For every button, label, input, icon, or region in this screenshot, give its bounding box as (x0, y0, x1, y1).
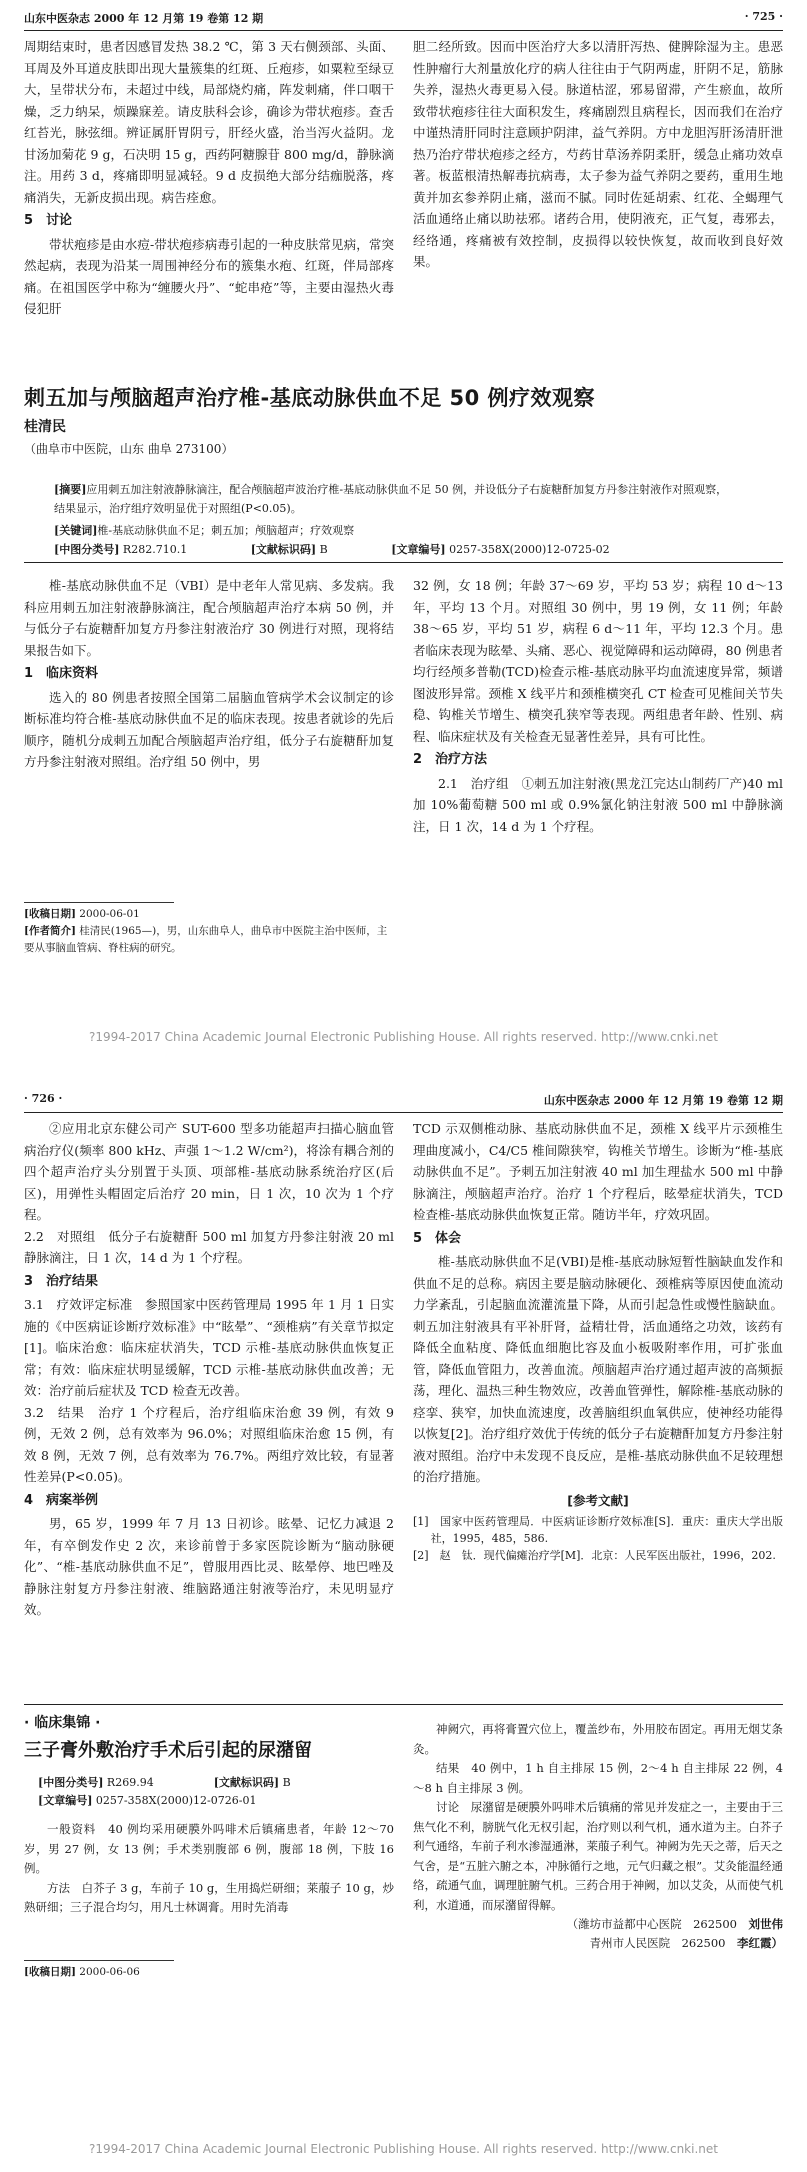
section-divider (24, 1704, 783, 1705)
section-heading: 5 体会 (413, 1230, 462, 1246)
cnki-watermark: ?1994-2017 China Academic Journal Electronic Publishing House. All rights reserved. http://www.cnki.net (89, 2142, 718, 2156)
short-article-right-column (413, 1720, 783, 1953)
section-heading: 3 治疗结果 (24, 1273, 99, 1289)
article-number-value: 0257-358X(2000)12-0725-02 (449, 543, 610, 556)
section-heading: 1 临床资料 (24, 666, 99, 681)
section-heading: 2 治疗方法 (413, 752, 488, 767)
article-number-label: [文章编号] (391, 543, 446, 556)
article-right-column (413, 1118, 783, 1564)
footnote-rule (24, 1960, 174, 1961)
author: 桂清民 (24, 419, 66, 435)
keywords-text: 椎-基底动脉供血不足；刺五加；颅脑超声；疗效观察 (97, 524, 355, 537)
article-number-value: 0257-358X(2000)12-0726-01 (95, 1794, 257, 1807)
short-article-title: 三子膏外敷治疗手术后引起的尿潴留 (24, 1740, 312, 1761)
paragraph: 讨论 尿潴留是硬膜外吗啡术后镇痛的常见并发症之一，主要由于三焦气化不利，膀胱气化无权引起，治疗则以利气机，通水道为主。白芥子利气通络，车前子利水渗湿通淋，莱菔子利气。神阙为先天之蒂，后天之气舍，是“五脏六腑之本，冲脉循行之地，元气归藏之根”。艾灸能温经通络，疏通气血，调理脏腑气机。三药合用于神阙，加以艾灸，从而使气机利，水道通，而尿潴留得解。 (413, 1800, 783, 1912)
clc-label: [中图分类号] (54, 543, 120, 556)
clc-value: R269.94 (106, 1776, 154, 1789)
paragraph: TCD 示双侧椎动脉、基底动脉供血不足，颈椎 X 线平片示颈椎生理曲度减小，C4/C5 椎间隙狭窄，钩椎关节增生。诊断为“椎-基底动脉供血不足”。予刺五加注射液 40 ml 加生理盐水 500 ml 中静脉滴注，颅脑超声治疗。治疗 1 个疗程后，眩晕症状消失，TCD 检查椎-基底动脉供血恢复正常。随访半年，疗效巩固。 (413, 1121, 783, 1222)
doc-code-value: B (319, 543, 328, 556)
abstract-text: 应用刺五加注射液静脉滴注，配合颅脑超声波治疗椎-基底动脉供血不足 50 例，并设低分子右旋糖酐加复方丹参注射液作对照观察，结果显示，治疗组疗效明显优于对照组(P<0.05)。 (54, 483, 728, 515)
doc-code-value: B (282, 1776, 291, 1789)
article-left-column (24, 1118, 394, 1621)
author-org: 青州市人民医院 262500 (589, 1936, 726, 1950)
short-classification (38, 1774, 388, 1810)
abstract (54, 480, 737, 518)
paragraph: 椎-基底动脉供血不足（VBI）是中老年人常见病、多发病。我科应用刺五加注射液静脉滴注，配合颅脑超声治疗本病 50 例，并与低分子右旋糖酐加复方丹参注射液治疗 30 例进行对照，现将结果报告如下。 (24, 578, 394, 658)
article-number-label: [文章编号] (38, 1794, 93, 1807)
paragraph: 方法 白芥子 3 g，车前子 10 g，生用捣烂研细；莱菔子 10 g，炒熟研细；三子混合均匀，用凡士林调膏。用时先消毒 (24, 1880, 394, 1914)
section-heading: 5 讨论 (24, 213, 73, 228)
received-label: [收稿日期] (24, 1966, 76, 1978)
reference-item: [2] 赵 钛．现代偏瘫治疗学[M]．北京：人民军医出版社，1996，202. (413, 1548, 776, 1562)
abstract-label: [摘要] (54, 483, 87, 496)
author-org: （潍坊市益都中心医院 262500 (566, 1917, 737, 1931)
journal-header: 山东中医杂志 2000 年 12 月第 19 卷第 12 期 (543, 1094, 783, 1107)
paragraph: 3.1 疗效评定标准 参照国家中医药管理局 1995 年 1 月 1 日实施的《中医病证诊断疗效标准》中“眩晕”、“颈椎病”有关章节拟定[1]。临床治愈：临床症状消失，TCD 示椎-基底动脉供血恢复正常；有效：临床症状明显缓解，TCD 示椎-基底动脉供血改善；无效：治疗前后症状及 TCD 检查无改善。 (24, 1297, 394, 1398)
paragraph: 结果 40 例中，1 h 自主排尿 15 例，2～4 h 自主排尿 22 例，4～8 h 自主排尿 3 例。 (413, 1761, 783, 1795)
references (413, 1492, 783, 1564)
page-726 (0, 1080, 807, 2172)
paragraph: 3.2 结果 治疗 1 个疗程后，治疗组临床治愈 39 例，有效 9 例，无效 2 例，总有效率为 96.0%；对照组临床治愈 15 例，有效 8 例，无效 7 例，总有效率为 76.7%。两组疗效比较，有显著性差异(P<0.05)。 (24, 1404, 394, 1484)
doc-code-label: [文献标识码] (250, 543, 317, 556)
page-number: · 726 · (24, 1092, 63, 1105)
paragraph: ②应用北京东健公司产 SUT-600 型多功能超声扫描心脑血管病治疗仪(频率 800 kHz、声强 1～1.2 W/cm²)，将涂有耦合剂的四个超声治疗头分别置于头顶、项部椎-基底动脉系统治疗区(后区)，用弹性头帽固定后治疗 20 min，日 1 次，10 次为 1 个疗程。 (24, 1121, 394, 1222)
section-heading: 4 病案举例 (24, 1492, 99, 1508)
page-number: · 725 · (744, 10, 783, 23)
paragraph: 32 例，女 18 例；年龄 37～69 岁，平均 53 岁；病程 10 d～13 年，平均 13 个月。对照组 30 例中，男 19 例，女 11 例；年龄 38～65 岁，平均 51 岁，病程 6 d～11 年，平均 12.3 个月。患者临床表现为眩晕、头痛、恶心、视觉障碍和运动障碍，80 例患者均行经颅多普勒(TCD)检查示椎-基底动脉平均血流速度异常，频谱图波形异常。颈椎 X 线平片和颈椎横突孔 CT 检查可见椎间关节失稳、钩椎关节增生、横突孔狭窄等表现。两组患者年龄、性别、病程、临床症状及有关检查无显著性差异，具有可比性。 (413, 578, 783, 744)
cnki-watermark: ?1994-2017 China Academic Journal Electronic Publishing House. All rights reserved. http://www.cnki.net (89, 1030, 718, 1044)
column-label: · 临床集锦 · (24, 1715, 101, 1731)
affiliation: （曲阜市中医院，山东 曲阜 273100） (24, 442, 234, 456)
author-name: 刘世伟 (748, 1917, 783, 1931)
paragraph: 2.2 对照组 低分子右旋糖酐 500 ml 加复方丹参注射液 20 ml 静脉滴注，日 1 次，14 d 为 1 个疗程。 (24, 1228, 394, 1265)
author-name: 李红霞） (737, 1936, 783, 1950)
abstract-rule (24, 562, 783, 563)
header-rule (24, 1112, 783, 1113)
doc-code-label: [文献标识码] (213, 1776, 280, 1789)
footnote (24, 1964, 394, 1981)
article-right-column (413, 575, 783, 837)
keywords (54, 521, 737, 540)
received-date: 2000-06-06 (79, 1966, 140, 1978)
prev-article-right-column (413, 36, 783, 273)
keywords-label: [关键词] (54, 524, 98, 537)
running-header (24, 10, 783, 32)
paragraph: 带状疱疹是由水痘-带状疱疹病毒引起的一种皮肤常见病，常突然起病，表现为沿某一周围神经分布的簇集水疱、红斑，伴局部疼痛。在祖国医学中称为“缠腰火丹”、“蛇串疮”等，主要由湿热火毒侵犯肝 (24, 236, 394, 316)
article-title: 刺五加与颅脑超声治疗椎-基底动脉供血不足 50 例疗效观察 (24, 386, 596, 410)
paragraph: 胆二经所致。因而中医治疗大多以清肝泻热、健脾除湿为主。患恶性肿瘤行大剂量放化疗的病人往往由于气阴两虚，肝阴不足，筋脉失养，湿热火毒更易入侵。脉道枯涩，邪易留滞，产生瘀血，故所致带状疱疹往往大面积发生，疼痛剧烈且病程长，因而我们在治疗中谨热清肝同时注意顾护阴津，益气养阴。方中龙胆泻肝汤清肝泄热乃治疗带状疱疹之经方，芍药甘草汤养阴柔肝，缓急止痛功效卓著。板蓝根清热解毒抗病毒，太子参为益气养阴之要药，重用生地黄并加玄参养阴止痛，滋而不腻。同时佐延胡索、红花、全蝎理气活血通络止痛以助祛邪。诸药合用，使阴液充，正气复，毒邪去，经络通，疼痛被有效控制，皮损得以较快恢复，故而收到良好效果。 (413, 39, 783, 269)
clc-label: [中图分类号] (38, 1776, 104, 1789)
header-rule (24, 30, 783, 31)
paragraph: 男，65 岁，1999 年 7 月 13 日初诊。眩晕、记忆力减退 2 年，有卒倒发作史 2 次，来诊前曾于多家医院诊断为“脑动脉硬化”、“椎-基底动脉供血不足”，曾服用西比灵、眩晕停、地巴唑及静脉注射复方丹参注射液、维脑路通注射液等治疗，未见明显疗效。 (24, 1516, 394, 1617)
paragraph: 周期结束时，患者因感冒发热 38.2 ℃，第 3 天右侧颈部、头面、耳周及外耳道皮肤即出现大量簇集的红斑、丘疱疹，如粟粒至绿豆大，呈带状分布，未超过中线，局部烧灼痛，阵发刺痛，伴口咽干燥，乏力纳呆，烦躁寐差。请皮肤科会诊，确诊为带状疱疹。查舌红苔光，脉弦细。辨证属肝胃阴亏，肝经火盛，治当泻火益阴。龙甘汤加菊花 9 g，石决明 15 g，西药阿糖腺苷 800 mg/d，静脉滴注。用药 3 d，疼痛即明显减轻。9 d 皮损绝大部分结痂脱落，疼痛消失，无新皮损出现。病告痊愈。 (24, 39, 394, 205)
received-label: [收稿日期] (24, 908, 76, 920)
classification-line (54, 541, 737, 557)
paragraph: 椎-基底动脉供血不足(VBI)是椎-基底动脉短暂性脑缺血发作和供血不足的总称。病因主要是脑动脉硬化、颈椎病等原因使血流动力学紊乱，引起脑血流灌流量下降，从而引起急性或慢性脑缺血。刺五加注射液具有平补肝肾，益精壮骨，活血通络之功效，该药有降低全血粘度、降低血细胞比容及血小板吸附率作用，可扩张血管，降低血管阻力，改善血流。颅脑超声治疗通过超声波的高频振荡，理化、温热三种生物效应，改善血管弹性，解除椎-基底动脉的痉挛、狭窄，加快血流速度，改善脑组织血氧供应，使神经功能得以恢复[2]。治疗组疗效优于传统的低分子右旋糖酐加复方丹参注射液对照组。治疗中未发现不良反应，是椎-基底动脉供血不足较理想的治疗措施。 (413, 1254, 783, 1484)
author-signature (413, 1915, 783, 1953)
author-bio: 桂清民(1965—)，男，山东曲阜人，曲阜市中医院主治中医师，主要从事脑血管病、脊柱病的研究。 (24, 925, 388, 954)
clc-value: R282.710.1 (122, 543, 188, 556)
received-date: 2000-06-01 (79, 908, 140, 920)
author-bio-label: [作者简介] (24, 925, 76, 937)
footnote (24, 906, 394, 957)
references-title: [参考文献] (567, 1492, 629, 1508)
reference-item: [1] 国家中医药管理局．中医病证诊断疗效标准[S]．重庆：重庆大学出版社，1995，485，586. (413, 1514, 783, 1545)
footnote-rule (24, 902, 174, 903)
prev-article-left-column (24, 36, 394, 320)
paragraph: 2.1 治疗组 ①刺五加注射液(黑龙江完达山制药厂产)40 ml 加 10%葡萄糖 500 ml 或 0.9%氯化钠注射液 500 ml 中静脉滴注，日 1 次，14 d 为 1 个疗程。 (413, 775, 783, 834)
article-left-column (24, 575, 394, 773)
running-header (24, 1092, 783, 1114)
journal-header: 山东中医杂志 2000 年 12 月第 19 卷第 12 期 (24, 12, 264, 25)
paragraph: 一般资料 40 例均采用硬膜外吗啡术后镇痛患者，年龄 12～70 岁，男 27 例，女 13 例；手术类别腹部 6 例，腹部 18 例，下肢 16 例。 (24, 1822, 394, 1875)
short-article-left-column (24, 1820, 394, 1918)
paragraph: 选入的 80 例患者按照全国第二届脑血管病学术会议制定的诊断标准均符合椎-基底动脉供血不足的临床表现。按患者就诊的先后顺序，随机分成刺五加配合颅脑超声治疗组，低分子右旋糖酐加复方丹参注射液对照组。治疗组 50 例中，男 (24, 689, 394, 769)
paragraph: 神阙穴，再将膏置穴位上，覆盖纱布，外用胶布固定。再用无烟艾条灸。 (413, 1722, 783, 1756)
page-725 (0, 0, 807, 1080)
